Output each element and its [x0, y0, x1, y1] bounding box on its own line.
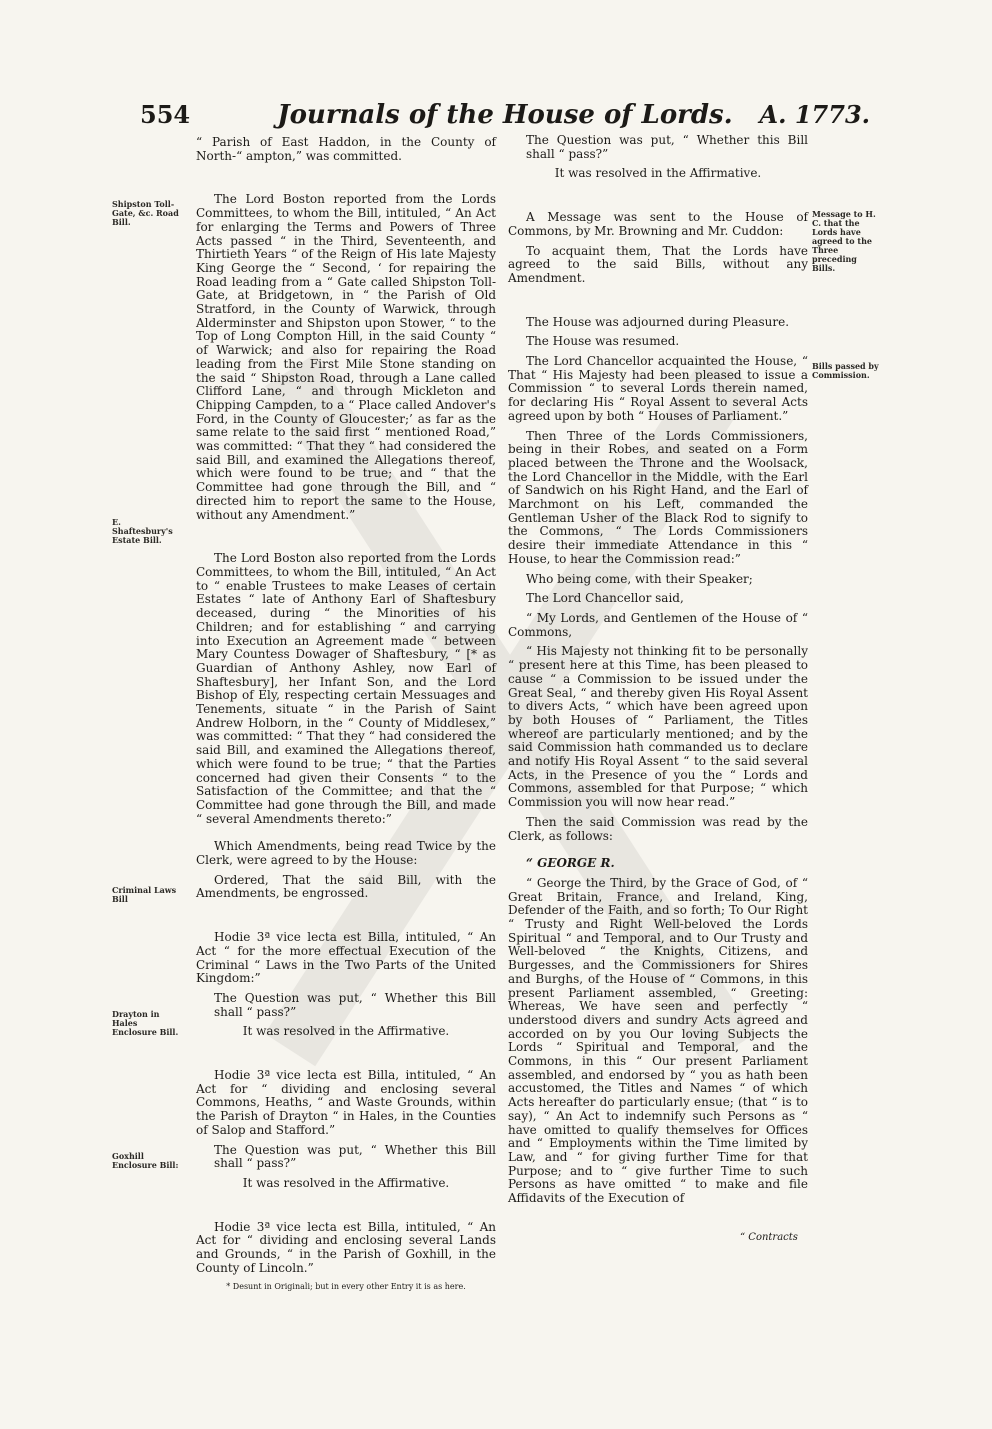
- catchword: “ Contracts: [740, 1232, 798, 1243]
- margin-note: Bills passed by Commission.: [812, 361, 879, 380]
- paragraph: The Lord Chancellor said,: [526, 591, 684, 606]
- left-column: [196, 136, 496, 1292]
- paragraph: The Question was put, “ Whether this Bill shall “ pass?”: [214, 990, 496, 1019]
- paragraph: “ GEORGE R.: [526, 856, 615, 871]
- paragraph: The House was resumed.: [526, 334, 680, 349]
- paragraph: A Message was sent to the House of Commons, by Mr. Browning and Mr. Cuddon:: [508, 210, 808, 238]
- paragraph: “ His Majesty not thinking fit to be personally “ present here at this Time, has been pleased to cause “ a Commission to be issued under the Great Seal, “ and thereby given His Royal Assent to divers Acts, “ which have been agreed upon by both Houses of “ Parliament, the Titles whereof are particularly mentioned; and by the said Commission hath commanded us to declare and notify His Royal Assent “ to the said several Acts, in the Presence of you the “ Lords and Commons, assembled for that Purpose; “ which Commission you will now hear read.”: [508, 644, 808, 810]
- footnote: * Desunt in Originali; but in every other Entry it is as here.: [226, 1281, 466, 1291]
- right-column: [508, 134, 808, 1212]
- paragraph: Ordered, That the said Bill, with the Amendments, be engrossed.: [196, 872, 496, 901]
- margin-note: Goxhill Enclosure Bill:: [112, 1151, 179, 1170]
- paragraph: It was resolved in the Affirmative.: [554, 166, 762, 181]
- paragraph: “ My Lords, and Gentlemen of the House of “ Commons,: [508, 610, 808, 639]
- paragraph: The House was adjourned during Pleasure.: [526, 314, 790, 329]
- paragraph: Hodie 3ª vice lecta est Billa, intituled, “ An Act for “ dividing and enclosing several Lands and Grounds, “ in the Parish of Goxhill, in the County of Lincoln.”: [196, 1219, 496, 1275]
- margin-note: Criminal Laws Bill: [112, 885, 177, 904]
- paragraph: “ George the Third, by the Grace of God, of “ Great Britain, France, and Ireland, King, Defender of the Faith, and so forth; To Our Right “ Trusty and Right Well-beloved the Lords Spiritual “ and Temporal, and to Our Trusty and Well-beloved “ the Knights, Citizens, and Burgesses, and the Commissioners for Shires and Burghs, of the House of “ Commons, in this present Parliament assembled, “ Greeting: Whereas, We have seen and perfectly “ understood divers and sundry Acts agreed and accorded on by you Our loving Subjects the Lords “ Spiritual and Temporal, and the Commons, in this “ Our present Parliament assembled, and endorsed by “ you as hath been accustomed, the Titles and Names “ of which Acts hereafter do particularly ensue; (that “ is to say), “ An Act to indemnify such Persons as “ have omitted to qualify themselves for Offices and “ Employments within the Time limited by Law, and “ for giving further Time for that Purpose; and to “ give further Time to such Persons as have omitted “ to make and file Affidavits of the Execution of: [508, 875, 808, 1206]
- margin-note: Shipston Toll-Gate, &c. Road Bill.: [112, 199, 179, 227]
- paragraph: The Lord Boston reported from the Lords Committees, to whom the Bill, intituled, “ An Act for enlarging the Terms and Powers of Three Acts passed “ in the Third, Seventeenth, and Thirtieth Years “ of the Reign of His late Majesty King George the “ Second, ‘ for repairing the Road leading from a “ Gate called Shipston Toll-Gate, at Bridgetown, in “ the Parish of Old Stratford, in the County of Warwick, through Alderminster and Shipston upon Stower, “ to the Top of Long Compton Hill, in the said County “ of Warwick; and also for repairing the Road leading from the First Mile Stone standing on the said “ Shipston Road, through a Lane called Clifford Lane, “ and through Mickleton and Chipping Campden, to a “ Place called Andover's Ford, in the County of Gloucester;’ as far as the same relate to the said first “ mentioned Road,” was committed: “ That they “ had considered the said Bill, and examined the Allegations thereof, which were found to be true; and “ that the Committee had gone through the Bill, and “ directed him to report the same to the House, without any Amendment.”: [196, 192, 496, 522]
- paragraph: “ Parish of East Haddon, in the County of North-“ ampton,” was committed.: [196, 135, 496, 163]
- journal-title: Journals of the House of Lords.: [277, 100, 733, 130]
- paragraph: Hodie 3ª vice lecta est Billa, intituled, “ An Act “ for the more effectual Execution of the Criminal “ Laws in the Two Parts of the United Kingdom:”: [196, 930, 496, 986]
- paragraph: Who being come, with their Speaker;: [526, 571, 753, 586]
- paragraph: Hodie 3ª vice lecta est Billa, intituled, “ An Act for “ dividing and enclosing several Commons, Heaths, “ and Waste Grounds, within the Parish of Drayton “ in Hales, in the Counties of Salop and Stafford.”: [196, 1068, 496, 1137]
- margin-note: Message to H. C. that the Lords have agreed to the Three preceding Bills.: [812, 209, 876, 273]
- paragraph: The Lord Boston also reported from the Lords Committees, to whom the Bill, intituled, “ An Act to “ enable Trustees to make Leases of certain Estates “ late of Anthony Earl of Shaftesbury deceased, during “ the Minorities of his Children; and for establishing “ and carrying into Execution an Agreement made “ between Mary Countess Dowager of Shaftesbury, “ [* as Guardian of Anthony Ashley, now Earl of Shaftesbury], her Infant Son, and the Lord Bishop of Ely, respecting certain Messuages and Tenements, situate “ in the Parish of Saint Andrew Holborn, in the “ County of Middlesex,” was committed: “ That they “ had considered the said Bill, and examined the Allegations thereof, which were found to be true; “ that the Parties concerned had given their Consents “ to the Satisfaction of the Committee; and that the “ Committee had gone through the Bill, and made “ several Amendments thereto:”: [196, 551, 496, 826]
- page-number: 554: [140, 100, 191, 129]
- year: A. 1773.: [759, 100, 870, 129]
- paragraph: Then Three of the Lords Commissioners, being in their Robes, and seated on a Form placed between the Throne and the Woolsack, the Lord Chancellor in the Middle, with the Earl of Sandwich on his Right Hand, and the Earl of Marchmont on his Left, commanded the Gentleman Usher of the Black Rod to signify to the Commons, “ The Lords Commissioners desire their immediate Attendance in this “ House, to hear the Commission read:”: [508, 428, 808, 566]
- margin-note: Drayton in Hales Enclosure Bill.: [112, 1009, 179, 1037]
- margin-note: E. Shaftesbury's Estate Bill.: [112, 517, 173, 545]
- paragraph: The Lord Chancellor acquainted the House, “ That “ His Majesty had been pleased to issue a Commission “ to several Lords therein named, for declaring His “ Royal Assent to several Acts agreed upon by both “ Houses of Parliament.”: [508, 354, 808, 423]
- paragraph: It was resolved in the Affirmative.: [242, 1176, 450, 1190]
- paragraph: The Question was put, “ Whether this Bill shall “ pass?”: [214, 1142, 496, 1171]
- paragraph: Which Amendments, being read Twice by the Clerk, were agreed to by the House:: [196, 839, 496, 868]
- paragraph: To acquaint them, That the Lords have agreed to the said Bills, without any Amendment.: [508, 243, 808, 285]
- paragraph: Then the said Commission was read by the Clerk, as follows:: [508, 814, 808, 843]
- paragraph: The Question was put, “ Whether this Bill shall “ pass?”: [526, 133, 808, 161]
- paragraph: It was resolved in the Affirmative.: [242, 1024, 450, 1039]
